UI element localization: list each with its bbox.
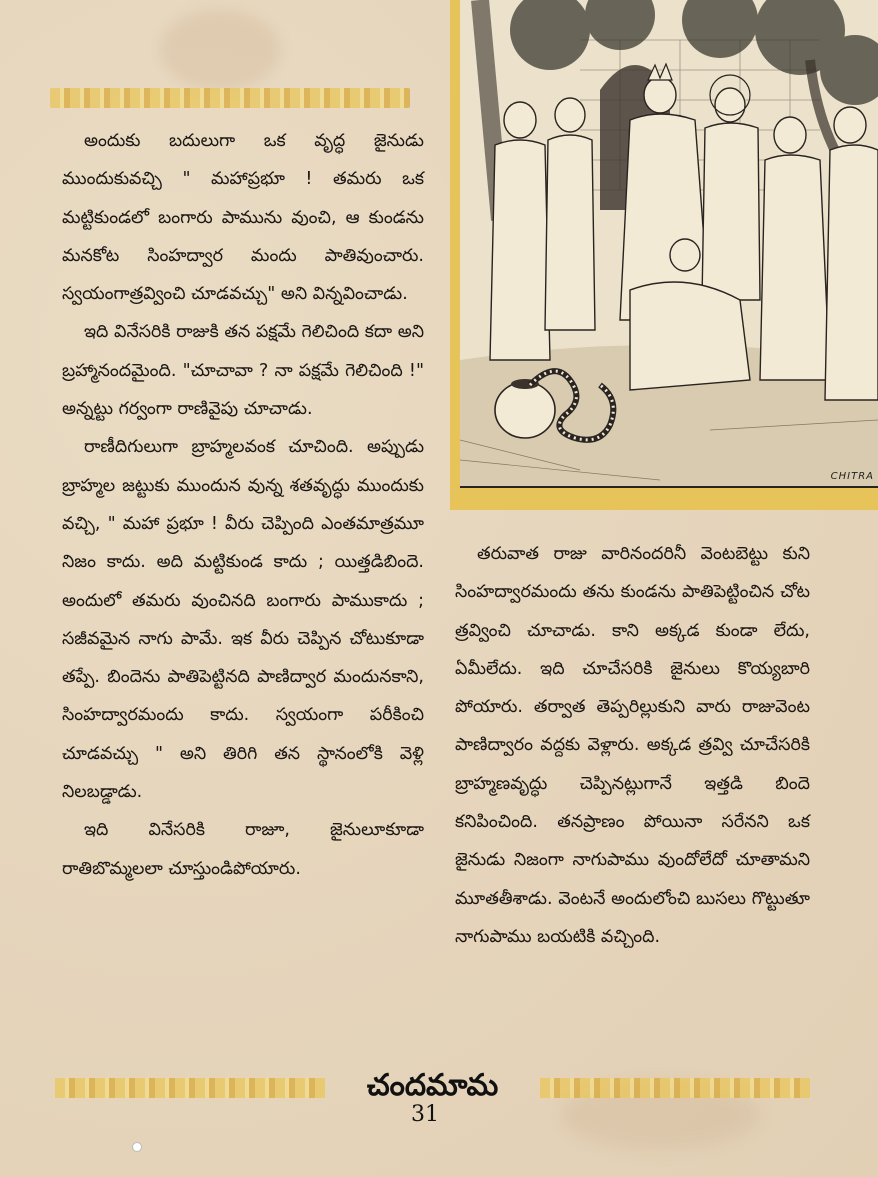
illustration-frame <box>450 0 878 510</box>
decorative-border-bottom-left <box>55 1078 325 1098</box>
paragraph: ఇది వినేసరికి రాజూ, జైనులూకూడా రాతిబొమ్మలలా చూస్తుండిపోయారు. <box>62 820 424 879</box>
paper-hole <box>132 1142 142 1152</box>
decorative-border-top <box>50 88 410 108</box>
paragraph: తరువాత రాజు వారినందరినీ వెంటబెట్టు కుని సింహద్వారమందు తను కుండను పాతిపెట్టించిన చోట త్రవ్వించి చూచాడు. కాని అక్కడ కుండా లేదు, ఏమీలేదు. ఇది చూచేసరికి జైనులు కొయ్యబారి పోయారు. తర్వాత తెప్పరిల్లుకుని వారు రాజువెంట పాణిద్వారం వద్దకు వెళ్లారు. అక్కడ త్రవ్వి చూచేసరికి బ్రాహ్మణవృద్ధు చెప్పినట్లుగానే ఇత్తడి బిందె కనిపించింది. తనప్రాణం పోయినా సరేనని ఒక జైనుడు నిజంగా నాగుపాము వుందోలేదో చూతామని మూతతీశాడు. వెంటనే అందులోంచి బుసలు గొట్టుతూ నాగుపాము బయటికి వచ్చింది. <box>455 544 810 947</box>
illustration-drawing <box>460 0 878 486</box>
paragraph: రాణీదిగులుగా బ్రాహ్మలవంక చూచింది. అప్పుడు బ్రాహ్మల జట్టుకు ముందున వున్న శతవృద్ధు ముందుకు వచ్చి, " మహా ప్రభూ ! వీరు చెప్పింది ఎంతమాత్రమూ నిజం కాదు. అది మట్టికుండ కాదు ; యిత్తడిబిందె. అందులో తమరు వుంచినది బంగారు పాముకాదు ; సజీవమైన నాగు పామే. ఇక వీరు చెప్పిన చోటుకూడా తప్పే. బిందెను పాతిపెట్టినది పాణిద్వార మందునకాని, సింహద్వారమందు కాదు. స్వయంగా పరీకించి చూడవచ్చు " అని తిరిగి తన స్థానంలోకి వెళ్లి నిలబడ్డాడు. <box>62 437 424 803</box>
right-text-column <box>455 535 810 956</box>
paragraph: అందుకు బదులుగా ఒక వృద్ధ జైనుడు ముందుకువచ్చి " మహాప్రభూ ! తమరు ఒక మట్టికుండలో బంగారు పామును వుంచి, ఆ కుండను మనకోట సింహద్వార మందు పాతివుంచారు. స్వయంగాత్రవ్వించి చూడవచ్చు" అని విన్నవించాడు. <box>62 131 424 305</box>
paper-stain <box>160 10 280 90</box>
story-illustration <box>460 0 878 488</box>
left-text-column <box>62 122 424 888</box>
magazine-title: చందమామ <box>366 1068 499 1103</box>
decorative-border-bottom-right <box>540 1078 810 1098</box>
paragraph: ఇది వినేసరికి రాజుకి తన పక్షమే గెలిచింది కదా అని బ్రహ్మానందమైంది. "చూచావా ? నా పక్షమే గెలిచింది !" అన్నట్టు గర్వంగా రాణివైపు చూచాడు. <box>62 322 424 420</box>
illustration-signature: CHITRA <box>830 471 874 482</box>
page-number: 31 <box>411 1102 439 1127</box>
